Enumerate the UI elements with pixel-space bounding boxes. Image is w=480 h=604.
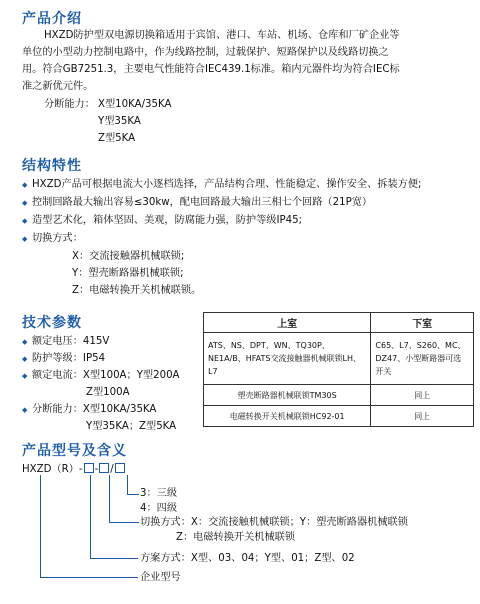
tech-title: 技术参数 xyxy=(22,315,82,331)
connector-switch-h xyxy=(109,522,139,523)
breaking-capacity: ◆ 分断能力：X型10KA/35KA xyxy=(32,402,156,419)
switch-desc: 切换方式：X：交流接触机械联锁；Y：塑壳断路器机械联锁 xyxy=(140,517,408,528)
component-table xyxy=(203,312,474,427)
rated-current-z: Z型100A xyxy=(86,387,130,398)
feature-item-2: ◆ 控制回路最大输出容易≤30kw，配电回路最大输出三相七个回路（21P宽） xyxy=(32,195,372,212)
level-4: 4：四级 xyxy=(140,503,178,514)
connector-scheme xyxy=(90,475,91,559)
table-cell: ATS、NS、DPT、WN、TQ30P、NE1A/B、HFATS交流接触器机械联锁LH、L7 xyxy=(204,333,371,385)
table-cell: C65、L7、S260、MC、DZ47、小型断路器可选开关 xyxy=(371,333,474,385)
protection-level: ◆ 防护等级：IP54 xyxy=(32,351,105,368)
model-box-switch xyxy=(99,463,109,473)
level-3: 3：三级 xyxy=(140,488,178,499)
intro-line-1: HXZD防护型双电源切换箱适用于宾馆、港口、车站、机场、仓库和厂矿企业等 xyxy=(44,30,400,41)
table-header-lower: 下室 xyxy=(371,313,474,333)
connector-level-h xyxy=(127,494,139,495)
intro-line-4: 准之新优元件。 xyxy=(22,81,94,92)
model-prefix: HXZD（R）- xyxy=(22,464,83,475)
company-model: 企业型号 xyxy=(140,572,181,583)
switch-mode-z: Z：电磁转换开关机械联锁。 xyxy=(72,285,202,296)
intro-title: 产品介绍 xyxy=(22,11,82,27)
capacity-z: Z型5KA xyxy=(98,133,136,144)
model-code: HXZD（R）- - / xyxy=(22,462,126,479)
feature-item-3: ◆ 造型艺术化，箱体坚固、美观，防腐能力强，防护等级IP45; xyxy=(32,213,302,230)
capacity-label: 分断能力： xyxy=(44,99,95,110)
connector-company xyxy=(40,475,41,578)
breaking-capacity-2: Y型35KA；Z型5KA xyxy=(86,421,177,432)
connector-scheme-h xyxy=(90,558,138,559)
features-title: 结构特性 xyxy=(22,158,82,174)
intro-line-3: 用。符合GB7251.3，主要电气性能符合IEC439.1标准。箱内元器件均为符合IEC标 xyxy=(22,64,400,75)
rated-voltage: ◆ 额定电压：415V xyxy=(32,334,109,351)
model-box-scheme xyxy=(84,463,94,473)
scheme-desc: 方案方式：X型、03、04；Y型、01；Z型、02 xyxy=(140,553,355,564)
model-box-level xyxy=(115,463,125,473)
feature-item-1: ◆ HXZD产品可根据电流大小逐档选择，产品结构合理、性能稳定、操作安全、拆装方便; xyxy=(32,177,421,194)
switch-mode-x: X：交流接触器机械联锁; xyxy=(72,251,185,262)
capacity-x: X型10KA/35KA xyxy=(98,99,172,110)
connector-switch xyxy=(109,475,110,523)
feature-item-4: ◆ 切换方式： xyxy=(32,231,83,248)
switch-desc-2: Z：电磁转换开关机械联锁 xyxy=(176,532,296,543)
switch-mode-y: Y：塑壳断路器机械联锁; xyxy=(72,268,184,279)
model-separator: / xyxy=(110,464,114,475)
table-cell: 电磁转换开关机械联锁HC92-01 xyxy=(204,406,371,427)
table-header-upper: 上室 xyxy=(204,313,371,333)
model-title: 产品型号及含义 xyxy=(22,443,127,459)
capacity-y: Y型35KA xyxy=(98,116,141,127)
rated-current: ◆ 额定电流：X型100A；Y型200A xyxy=(32,368,180,385)
intro-line-2: 单位的小型动力控制电路中，作为线路控制，过载保护、短路保护以及线路切换之 xyxy=(22,47,389,58)
table-cell: 塑壳断路器机械联锁TM30S xyxy=(204,385,371,406)
table-cell: 同上 xyxy=(371,385,474,406)
connector-company-h xyxy=(40,577,138,578)
table-cell: 同上 xyxy=(371,406,474,427)
connector-level xyxy=(127,475,128,495)
